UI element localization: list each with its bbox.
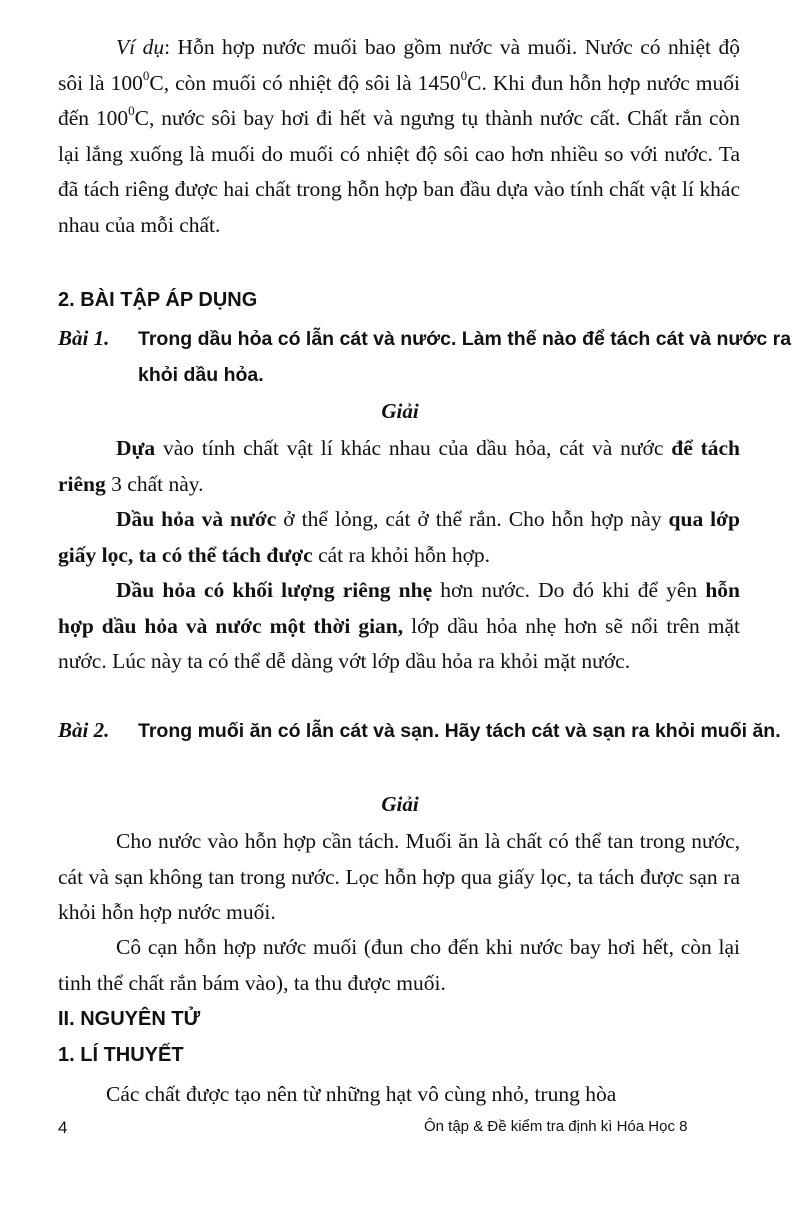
example-text-3: C. Khi đun hỗn hợp nước muối đến 100 <box>58 70 740 130</box>
degree-superscript-1: 0 <box>142 67 150 83</box>
example-text-2: C, còn muối có nhiệt độ sôi là 1450 <box>149 70 461 95</box>
solution-2-paragraph-1: Cho nước vào hỗn hợp cần tách. Muối ăn là chất có thể tan trong nước, cát và sạn không tan trong nước. Lọc hỗn hợp qua giấy lọc, ta tách được sạn ra khỏi hỗn hợp nước muối. <box>58 829 740 924</box>
solution-1-p2-text-b: cát ra khỏi hỗn hợp. <box>312 542 491 567</box>
solution-1-p1-bold: Dựa <box>116 436 156 460</box>
section-heading-atom: II. NGUYÊN TỬ <box>58 1008 201 1030</box>
solution-2-title: Giải <box>381 792 419 816</box>
solution-1-title: Giải <box>381 399 419 423</box>
example-text-4: C, nước sôi bay hơi đi hết và ngưng tụ thành nước cất. Chất rắn còn lại lắng xuống là muối do muối có nhiệt độ sôi cao hơn nhiều so với nước. Ta đã tách riêng được hai chất trong hỗn hợp ban đầu dựa vào tính chất vật lí khác nhau của mỗi chất. <box>58 106 741 237</box>
solution-1-p2-text-a: ở thể lỏng, cát ở thể rắn. Cho hỗn hợp này <box>276 507 669 531</box>
exercise-1-text: Trong dầu hỏa có lẫn cát và nước. Làm thế nào để tách cát và nước ra khỏi dầu hỏa. <box>138 328 792 386</box>
solution-1-p3-bold: Dầu hỏa có khối lượng riêng nhẹ <box>116 578 433 602</box>
exercise-2-question <box>58 712 800 749</box>
subsection-heading-theory: 1. LÍ THUYẾT <box>58 1044 184 1066</box>
solution-1-p2-bold-2: qua lớp giấy lọc, ta có thể tách được <box>58 507 740 567</box>
solution-1-p3-text-b: lớp dầu hỏa nhẹ hơn sẽ nổi trên mặt nước. Lúc này ta có thể dễ dàng vớt lớp dầu hỏa ra khỏi mặt nước. <box>58 613 741 673</box>
solution-1-paragraph-2 <box>58 502 740 573</box>
solution-1-p2-bold: Dầu hỏa và nước <box>116 507 277 531</box>
solution-1-p3-text-a: hơn nước. Do đó khi để yên <box>432 578 706 602</box>
degree-superscript-3: 0 <box>128 103 135 118</box>
section-heading-exercises: 2. BÀI TẬP ÁP DỤNG <box>58 289 258 311</box>
book-title-footer: Ôn tập & Đề kiểm tra định kì Hóa Học 8 <box>424 1118 688 1135</box>
solution-1-paragraph-1 <box>58 431 740 502</box>
solution-1-p1-bold-2: để tách riêng <box>58 436 740 496</box>
solution-2-paragraph-2: Cô cạn hỗn hợp nước muối (đun cho đến khi nước bay hơi hết, còn lại tinh thể chất rắn bám vào), ta thu được muối. <box>58 935 740 995</box>
example-text-1: : Hỗn hợp nước muối bao gồm nước và muối. Nước có nhiệt độ sôi là 100 <box>58 35 741 95</box>
solution-1-p1-text-a: vào tính chất vật lí khác nhau của dầu hỏa, cát và nước <box>155 436 672 460</box>
solution-1-p1-text-b: 3 chất này. <box>105 471 204 496</box>
example-paragraph <box>58 30 740 243</box>
page-number: 4 <box>58 1118 68 1137</box>
solution-1-paragraph-3 <box>58 573 740 680</box>
theory-paragraph: Các chất được tạo nên từ những hạt vô cùng nhỏ, trung hòa <box>106 1082 617 1106</box>
exercise-1-label: Bài 1. <box>58 326 110 350</box>
exercise-2-text: Trong muối ăn có lẫn cát và sạn. Hãy tách cát và sạn ra khỏi muối ăn. <box>138 720 781 742</box>
exercise-2-label: Bài 2. <box>58 718 110 742</box>
exercise-1-question <box>58 320 800 393</box>
solution-1-p3-bold-2: hỗn hợp dầu hỏa và nước một thời gian, <box>58 578 740 638</box>
degree-superscript-2: 0 <box>460 67 468 83</box>
example-label: Ví dụ <box>116 35 165 59</box>
